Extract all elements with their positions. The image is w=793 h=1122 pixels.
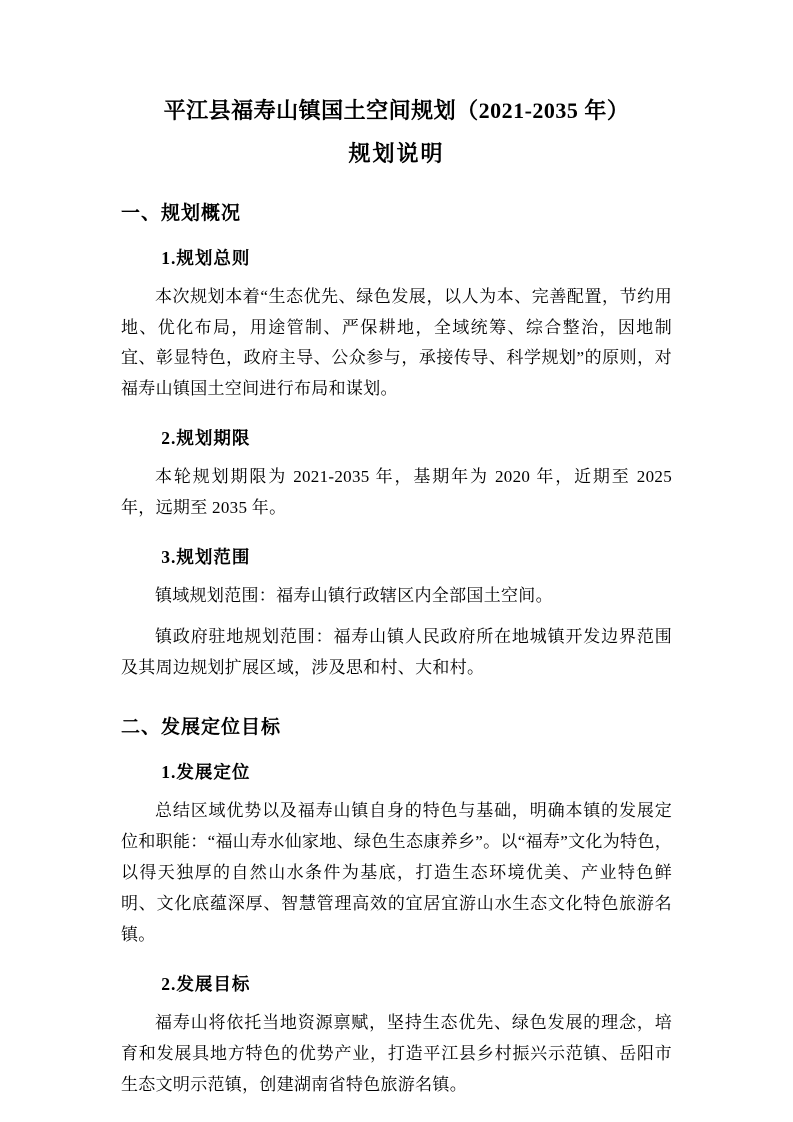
subsection-heading: 1.规划总则 <box>161 247 251 268</box>
subsection-heading: 2.发展目标 <box>161 973 251 994</box>
section-development-goals <box>121 712 672 1101</box>
subsection-heading: 2.规划期限 <box>161 428 251 449</box>
subsection-planning-scope <box>121 544 672 684</box>
paragraph: 福寿山将依托当地资源禀赋，坚持生态优先、绿色发展的理念，培育和发展具地方特色的优势产业，打造平江县乡村振兴示范镇、岳阳市生态文明示范镇，创建湖南省特色旅游名镇。 <box>121 1012 672 1094</box>
paragraph: 本次规划本着“生态优先、绿色发展，以人为本、完善配置，节约用地、优化布局，用途管制、严保耕地，全域统筹、综合整治，因地制宜、彰显特色，政府主导、公众参与，承接传导、科学规划”的原则，对福寿山镇国土空间进行布局和谋划。 <box>121 286 672 399</box>
subsection-development-target <box>121 971 672 1101</box>
section-heading: 二、发展定位目标 <box>121 717 282 739</box>
subsection-heading: 3.规划范围 <box>161 547 251 568</box>
subsection-planning-period <box>121 425 672 524</box>
paragraph: 镇政府驻地规划范围：福寿山镇人民政府所在地城镇开发边界范围及其周边规划扩展区域，涉及思和村、大和村。 <box>121 627 672 678</box>
subsection-general-principles <box>121 245 672 406</box>
doc-title: 平江县福寿山镇国土空间规划（2021-2035 年） <box>163 98 630 123</box>
doc-subtitle: 规划说明 <box>348 140 445 166</box>
section-heading: 一、规划概况 <box>121 202 242 224</box>
subsection-heading: 1.发展定位 <box>161 762 251 783</box>
section-overview <box>121 198 672 684</box>
paragraph: 总结区域优势以及福寿山镇自身的特色与基础，明确本镇的发展定位和职能：“福山寿水仙家地、绿色生态康养乡”。以“福寿”文化为特色，以得天独厚的自然山水条件为基底，打造生态环境优美、产业特色鲜明、文化底蕴深厚、智慧管理高效的宜居宜游山水生态文化特色旅游名镇。 <box>121 801 672 944</box>
subsection-development-positioning <box>121 759 672 951</box>
paragraph: 镇域规划范围：福寿山镇行政辖区内全部国土空间。 <box>155 586 553 606</box>
paragraph: 本轮规划期限为 2021-2035 年，基期年为 2020 年，近期至 2025 年，远期至 2035 年。 <box>121 467 672 518</box>
